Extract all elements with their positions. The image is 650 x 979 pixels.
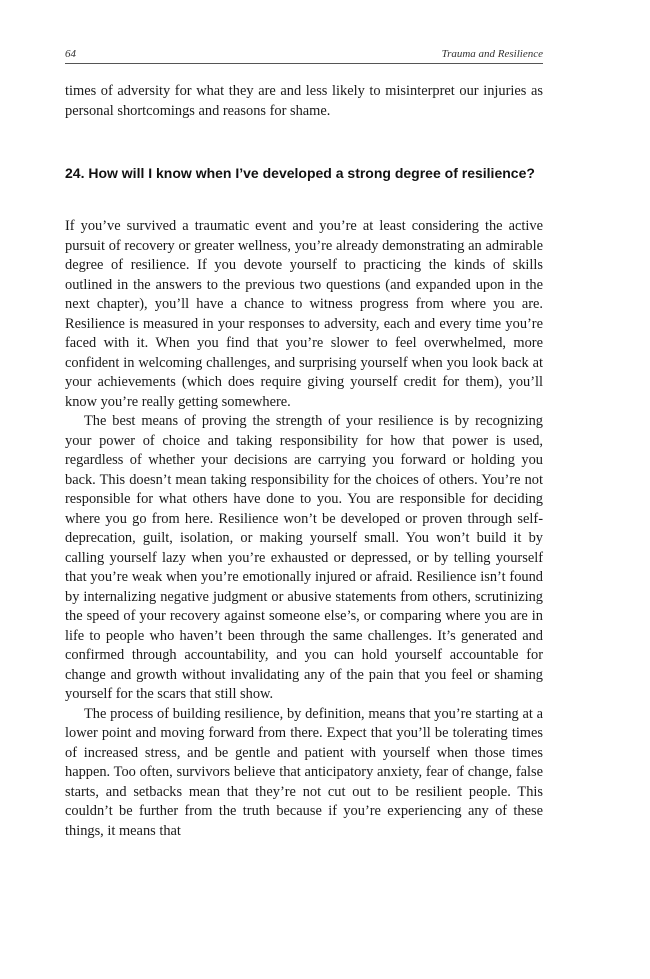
question-heading: 24. How will I know when I’ve developed a strong degree of resilience? xyxy=(65,165,535,181)
answer-body xyxy=(65,217,543,841)
answer-paragraph-3: The process of building resilience, by definition, means that you’re starting at a lower point and moving forward from there. Expect that you’ll be tolerating times of increased stress, and be gentle and patient with yourself when those times happen. Too often, survivors believe that anticipatory anxiety, fear of change, false starts, and setbacks mean that they’re not cut out to be resilient people. This couldn’t be further from the truth because if you’re experiencing any of these things, it means that xyxy=(65,705,543,839)
running-header xyxy=(65,48,543,64)
page-number: 64 xyxy=(65,48,76,60)
book-page xyxy=(65,48,543,841)
answer-paragraph-2: The best means of proving the strength of your resilience is by recognizing your power of choice and taking responsibility for how that power is used, regardless of whether your decisions are carrying you forward or holding you back. This doesn’t mean taking responsibility for the choices of others. You’re not responsible for what others have done to you. You are responsible for deciding where you go from here. Resilience won’t be developed or proven through self-deprecation, guilt, isolation, or making yourself small. You won’t build it by calling yourself lazy when you’re exhausted or depressed, or by telling yourself that you’re weak when you’re emotionally injured or afraid. Resilience isn’t found by internalizing negative judgment or abusive statements from others, scrutinizing the speed of your recovery against someone else’s, or comparing where you are in life to people who haven’t been through the same challenges. It’s generated and confirmed through accountability, and you can hold yourself accountable for change and growth without invalidating any of the pain that you feel or shaming yourself for the scars that still show. xyxy=(65,413,543,702)
answer-paragraph-1: If you’ve survived a traumatic event and you’re at least considering the active pursuit of recovery or greater wellness, you’re already demonstrating an admirable degree of resilience. If you devote yourself to practicing the kinds of skills outlined in the answers to the previous two questions (and expanded upon in the next chapter), you’ll have a chance to witness progress from where you are. Resilience is measured in your responses to adversity, each and every time you’re faced with it. When you find that you’re slower to feel overwhelmed, more confident in welcoming challenges, and surprising yourself when you look back at your achievements (which does require giving yourself credit for them), you’ll know you’re really getting somewhere. xyxy=(65,218,543,410)
running-title: Trauma and Resilience xyxy=(441,48,543,60)
intro-paragraph: times of adversity for what they are and less likely to misinterpret our injuries as personal shortcomings and reasons for shame. xyxy=(65,83,543,119)
